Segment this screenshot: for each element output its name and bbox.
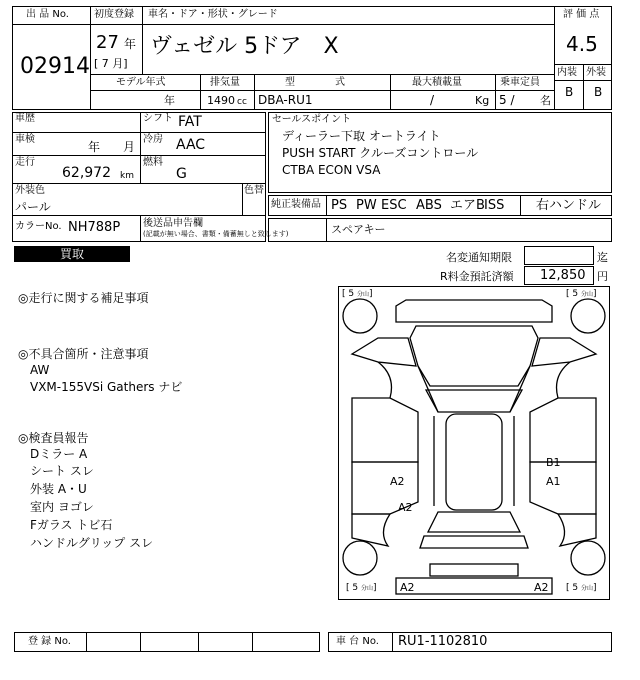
rear-window xyxy=(428,512,520,532)
equipment-item: ABS xyxy=(416,198,442,213)
damage-diagram xyxy=(338,286,610,600)
damage-mark-left-front: A2 xyxy=(390,475,405,488)
damage-mark-bumper-right: A2 xyxy=(534,581,549,594)
left-front-fender xyxy=(352,338,416,366)
model-year-label: モデル年式 xyxy=(116,77,166,88)
steering: 右ハンドル xyxy=(536,198,602,213)
tire-front-left xyxy=(343,299,377,333)
tire-fl-label: [ 5 分山] xyxy=(342,289,373,299)
capacity-unit: 名 xyxy=(540,94,551,107)
model-label: 型 式 xyxy=(285,77,345,88)
tire-fr-label: [ 5 分山] xyxy=(566,289,597,299)
chassis-label: 車 台 No. xyxy=(336,636,379,647)
inspector-line: Fガラス トビ石 xyxy=(30,518,113,532)
inspection-label: 車検 xyxy=(15,134,35,145)
tire-rear-right xyxy=(571,541,605,575)
aftermarket-label: 後送品申告欄 xyxy=(143,218,203,229)
roof xyxy=(446,414,502,510)
load-slash: / xyxy=(430,93,435,107)
hood xyxy=(410,326,538,386)
capacity: 5 / xyxy=(499,93,515,107)
car-name: ヴェゼル 5ドア X xyxy=(150,34,339,59)
equipment-label: 純正装備品 xyxy=(271,199,321,210)
equipment-item: PS xyxy=(331,198,348,213)
inspector-line: 室内 ヨゴレ xyxy=(30,500,94,514)
title-change-box xyxy=(524,246,594,265)
displacement: 1490 xyxy=(207,94,235,107)
front-bumper xyxy=(396,300,552,322)
inspector-title: ◎検査員報告 xyxy=(18,431,89,445)
car-name-label: 車名・ドア・形状・グレード xyxy=(148,9,278,20)
inspector-line: 外装 A・U xyxy=(30,482,87,496)
model-year-unit: 年 xyxy=(164,94,175,107)
mileage-label: 走行 xyxy=(15,157,35,168)
title-change-unit: 迄 xyxy=(597,251,608,264)
defect-line: AW xyxy=(30,363,50,377)
recycle-label: R料金預託済額 xyxy=(440,270,514,283)
shift-label: シフト xyxy=(143,113,173,124)
sold-badge xyxy=(14,246,130,262)
damage-mark-right-b1: B1 xyxy=(546,456,561,469)
reg-year-unit: 年 xyxy=(124,37,137,51)
color-change-label: 色替 xyxy=(244,185,264,196)
inspector-line: Dミラー A xyxy=(30,447,88,461)
chassis-number: RU1-1102810 xyxy=(398,634,488,649)
displacement-label: 排気量 xyxy=(210,77,240,88)
equipment-item: ISS xyxy=(484,198,505,213)
inspection-year-unit: 年 xyxy=(88,140,101,154)
capacity-label: 乗車定員 xyxy=(500,77,540,88)
score: 4.5 xyxy=(566,32,598,56)
right-front-fender xyxy=(532,338,596,366)
lot-number: 02914 xyxy=(20,54,90,79)
tailgate xyxy=(420,536,528,548)
tire-rl-label: [ 5 分山] xyxy=(346,583,377,593)
history-label: 車歴 xyxy=(15,113,35,124)
exterior-label: 外装 xyxy=(586,67,606,78)
sales-point-line: ディーラー下取 オートライト xyxy=(282,129,441,143)
aftermarket-frame xyxy=(268,218,612,242)
displacement-unit: cc xyxy=(237,97,247,107)
aftermarket-note: (記載が無い場合、書類・備蓄無しと致します) xyxy=(143,230,289,238)
score-label: 評 価 点 xyxy=(563,9,600,20)
equipment-item: エアB xyxy=(450,198,485,213)
color-no-label: カラーNo. xyxy=(15,221,62,232)
fuel: G xyxy=(176,166,187,182)
sales-point-line: PUSH START クルーズコントロール xyxy=(282,146,479,160)
equipment-item: PW xyxy=(356,198,377,213)
lot-label: 出 品 No. xyxy=(26,9,69,20)
shift: FAT xyxy=(178,114,202,130)
load-label: 最大積載量 xyxy=(412,77,462,88)
rear-bumper xyxy=(396,578,552,594)
reg-month: [ 7 月] xyxy=(94,57,128,70)
windshield xyxy=(426,390,522,412)
reg-year: 27 xyxy=(96,32,119,53)
aftermarket-value: スペアキー xyxy=(331,223,386,236)
registration-label: 登 録 No. xyxy=(28,636,71,647)
recycle-unit: 円 xyxy=(597,270,608,283)
inspection-month-unit: 月 xyxy=(123,140,136,154)
fuel-label: 燃料 xyxy=(143,157,163,168)
ac: AAC xyxy=(176,137,206,153)
model: DBA-RU1 xyxy=(258,93,313,107)
tire-front-right xyxy=(571,299,605,333)
color-label: 外装色 xyxy=(15,185,45,196)
license-plate-rear xyxy=(430,564,518,576)
tire-rr-label: [ 5 分山] xyxy=(566,583,597,593)
interior-grade: B xyxy=(565,85,574,99)
driving-notes-title: ◎走行に関する補足事項 xyxy=(18,291,149,305)
title-change-label: 名変通知期限 xyxy=(446,251,512,264)
tire-rear-left xyxy=(343,541,377,575)
color: パール xyxy=(15,200,51,214)
ac-label: 冷房 xyxy=(143,134,163,145)
inspector-line: シート スレ xyxy=(30,464,94,478)
load-unit: Kg xyxy=(475,94,490,107)
sold-label: 買取 xyxy=(59,247,84,261)
equipment-item: ESC xyxy=(381,198,407,213)
recycle-value: 12,850 xyxy=(540,268,586,283)
defects-title: ◎不具合箇所・注意事項 xyxy=(18,347,149,361)
damage-mark-bumper-left: A2 xyxy=(400,581,415,594)
sales-point-line: CTBA ECON VSA xyxy=(282,163,381,177)
damage-mark-left-rear: A2 xyxy=(398,501,413,514)
interior-label: 内装 xyxy=(557,67,577,78)
first-reg-label: 初度登録 xyxy=(94,9,134,20)
inspector-line: ハンドルグリップ スレ xyxy=(30,536,154,550)
color-no: NH788P xyxy=(68,220,121,235)
left-front-door xyxy=(352,398,418,462)
exterior-grade: B xyxy=(594,85,603,99)
car-outline-diagram xyxy=(338,286,610,600)
mileage-unit: km xyxy=(120,171,134,181)
right-front-door xyxy=(530,398,596,462)
sales-points-label: セールスポイント xyxy=(272,114,352,125)
defect-line: VXM-155VSi Gathers ナビ xyxy=(30,380,183,394)
mileage: 62,972 xyxy=(62,165,111,181)
damage-mark-right-a1: A1 xyxy=(546,475,561,488)
right-rear-door xyxy=(530,462,596,514)
